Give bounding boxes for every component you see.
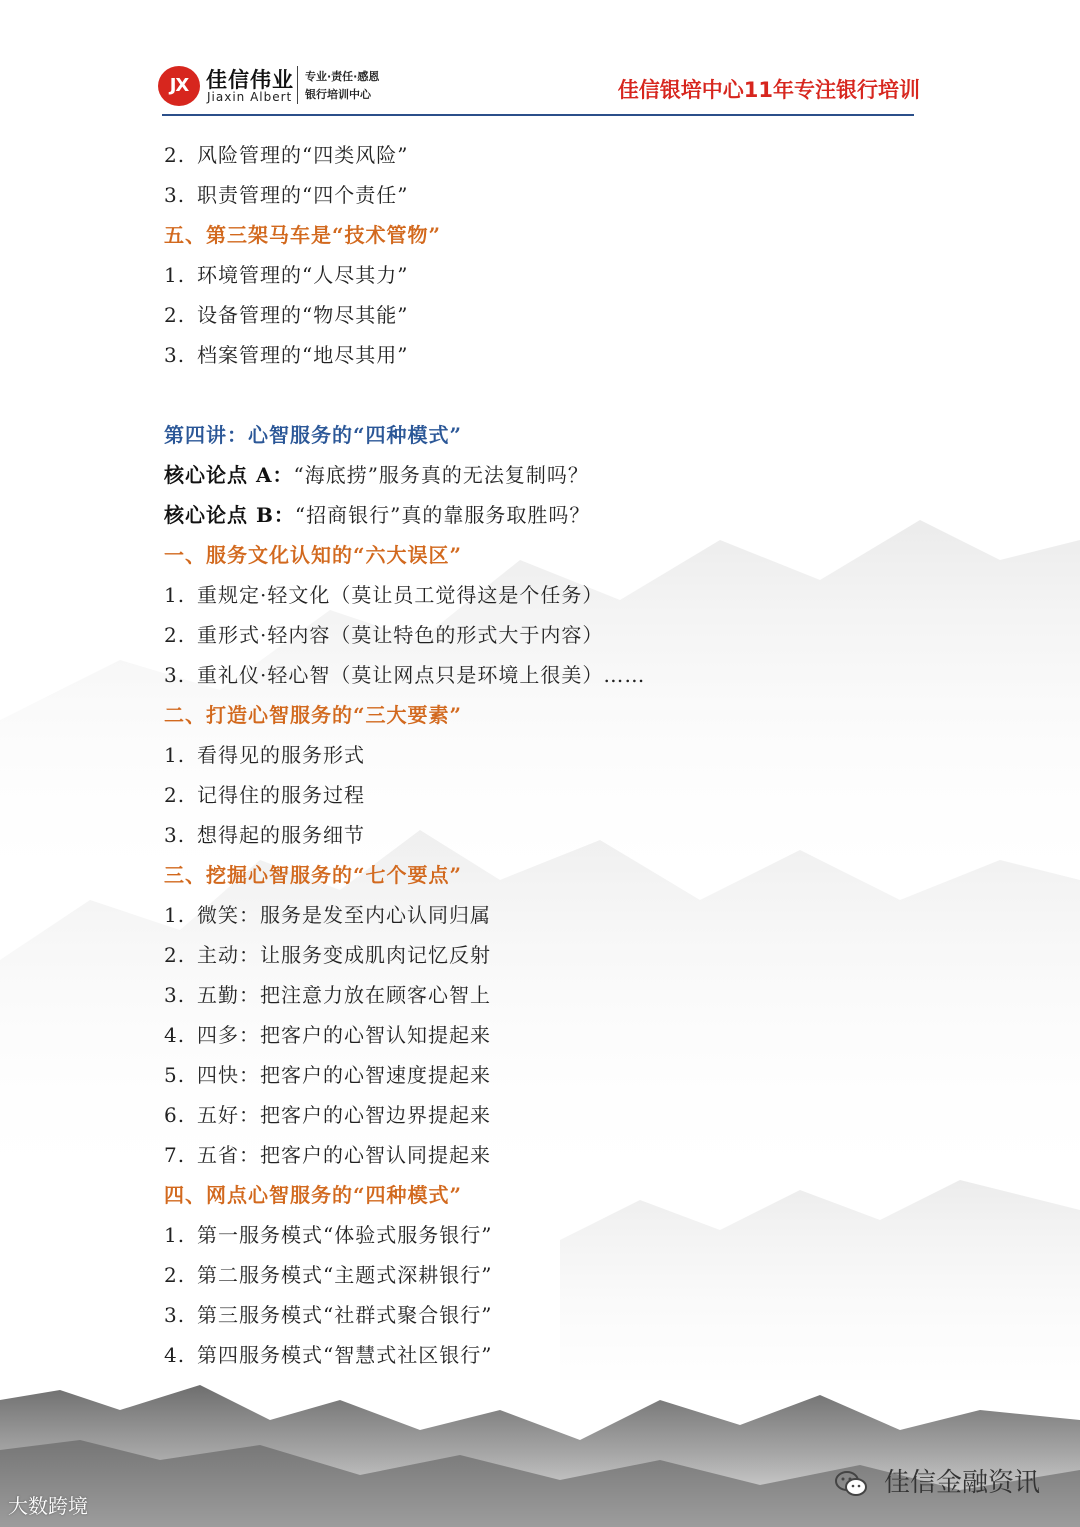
list-item-number: 2. [164,143,186,167]
list-item [164,335,964,375]
core-argument-text: “海底捞”服务真的无法复制吗？ [293,463,589,487]
watermark-left-text: 大数跨境 [8,1494,88,1518]
list-item-text: 职责管理的“四个责任” [197,183,409,207]
core-argument [164,495,964,535]
list-item [164,1295,964,1335]
list-item-number: 1. [164,1223,186,1247]
list-item-number: 3. [164,183,186,207]
list-item [164,1215,964,1255]
list-item-number: 2. [164,783,186,807]
list-item [164,895,964,935]
watermark-right-text: 佳信金融资讯 [883,1468,1040,1498]
header-rule [162,114,914,116]
list-item [164,615,964,655]
list-item-text: 主动：让服务变成肌肉记忆反射 [197,943,491,967]
list-item-text: 第四服务模式“智慧式社区银行” [197,1343,493,1367]
logo-mark: JX [158,66,200,106]
list-item-number: 4. [164,1343,186,1367]
list-item-text: 重规定·轻文化（莫让员工觉得这是个任务） [197,583,604,607]
core-argument-label: 核心论点 B： [164,503,295,527]
list-item-text: 重形式·轻内容（莫让特色的形式大于内容） [197,623,604,647]
list-item [164,1095,964,1135]
brand-name-en: Jiaxin Albert [207,90,293,104]
core-argument-text: “招商银行”真的靠服务取胜吗？ [294,503,591,527]
list-item-number: 3. [164,983,186,1007]
list-item-number: 3. [164,343,186,367]
list-item [164,1015,964,1055]
list-item-number: 1. [164,263,186,287]
list-item [164,295,964,335]
header-slogan: 佳信银培中心11年专注银行培训 [617,78,920,102]
list-item [164,655,964,695]
list-item-text: 第三服务模式“社群式聚合银行” [197,1303,493,1327]
list-item [164,575,964,615]
list-item-number: 2. [164,943,186,967]
list-item-text: 环境管理的“人尽其力” [197,263,409,287]
brand-divider [297,66,298,104]
list-item [164,1135,964,1175]
list-item-text: 微笑：服务是发至内心认同归属 [197,903,491,927]
list-item-number: 2. [164,1263,186,1287]
document-body [164,135,964,1375]
section-heading: 二、打造心智服务的“三大要素” [164,703,463,727]
list-item-number: 3. [164,823,186,847]
list-item-text: 五勤：把注意力放在顾客心智上 [197,983,491,1007]
watermark-right [834,1462,1040,1499]
list-item-number: 3. [164,1303,186,1327]
list-item-text: 记得住的服务过程 [197,783,365,807]
list-item-text: 档案管理的“地尽其用” [197,343,409,367]
page-header [0,0,1080,120]
lecture-heading: 第四讲：心智服务的“四种模式” [164,423,463,447]
list-item-number: 6. [164,1103,186,1127]
list-item [164,775,964,815]
wechat-icon [834,1470,868,1498]
list-item [164,735,964,775]
list-item [164,255,964,295]
list-item-text: 四多：把客户的心智认知提起来 [197,1023,491,1047]
list-item [164,935,964,975]
brand-tagline-2: 银行培训中心 [305,88,371,101]
list-item-number: 1. [164,903,186,927]
list-item-text: 五好：把客户的心智边界提起来 [197,1103,491,1127]
section-heading: 四、网点心智服务的“四种模式” [164,1183,463,1207]
section-spacer [164,375,964,415]
list-item-text: 五省：把客户的心智认同提起来 [197,1143,491,1167]
list-item [164,975,964,1015]
list-item [164,135,964,175]
list-item-text: 四快：把客户的心智速度提起来 [197,1063,491,1087]
list-item-text: 第二服务模式“主题式深耕银行” [197,1263,493,1287]
brand-tagline-1: 专业·责任·感恩 [305,70,380,83]
list-item-text: 风险管理的“四类风险” [197,143,409,167]
list-item-number: 3. [164,663,186,687]
list-item-text: 第一服务模式“体验式服务银行” [197,1223,493,1247]
list-item-number: 7. [164,1143,186,1167]
list-item-text: 重礼仪·轻心智（莫让网点只是环境上很美）…… [197,663,646,687]
list-item-text: 想得起的服务细节 [197,823,365,847]
list-item [164,175,964,215]
list-item-text: 看得见的服务形式 [197,743,365,767]
core-argument [164,455,964,495]
list-item-number: 1. [164,743,186,767]
list-item-number: 4. [164,1023,186,1047]
list-item [164,1055,964,1095]
watermark-left [8,1490,88,1519]
list-item [164,1335,964,1375]
section-heading: 一、服务文化认知的“六大误区” [164,543,463,567]
list-item-number: 2. [164,303,186,327]
list-item [164,1255,964,1295]
core-argument-label: 核心论点 A： [164,463,294,487]
list-item-number: 2. [164,623,186,647]
section-heading: 五、第三架马车是“技术管物” [164,223,442,247]
list-item-number: 1. [164,583,186,607]
list-item-number: 5. [164,1063,186,1087]
list-item-text: 设备管理的“物尽其能” [197,303,409,327]
list-item [164,815,964,855]
section-heading: 三、挖掘心智服务的“七个要点” [164,863,463,887]
brand-name-cn: 佳信伟业 [206,68,294,92]
